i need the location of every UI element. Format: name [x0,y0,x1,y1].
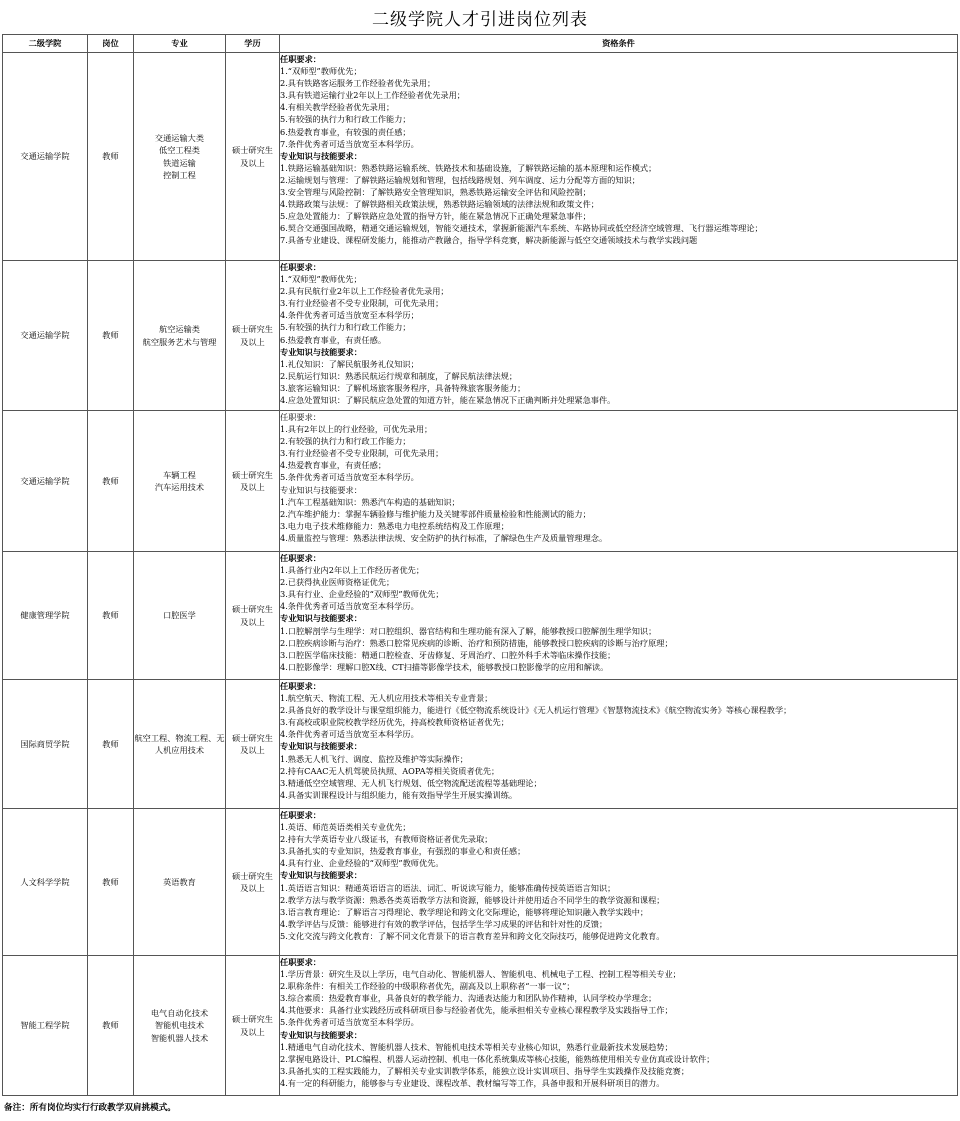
requirement-item: 4.条件优秀者可适当放宽至本科学历。 [280,729,419,740]
qualification-cell [280,680,958,809]
requirement-item: 4.教学评估与反馈：能够进行有效的教学评估，包括学生学习成果的评估和针对性的反馈； [280,918,608,929]
requirement-item: 5.文化交流与跨文化教育：了解不同文化背景下的语言教育差异和跨文化交际技巧，能够促进跨文化教育。 [280,930,665,941]
section-title: 专业知识与技能要求： [280,1029,362,1040]
requirement-item: 2.具备良好的教学设计与课堂组织能力，能进行《低空物流系统设计》《无人机运行管理》《智慧物流技术》《航空物流实务》等核心课程教学； [280,705,792,716]
requirement-item: 3.有行业经验者不受专业限制，可优先录用； [280,298,444,309]
section-title: 任职要求： [280,810,321,820]
degree-line: 硕士研究生 [232,870,273,881]
table-row [3,680,958,809]
position-name: 教师 [102,475,119,486]
qualification-cell [280,411,958,552]
position-name: 教师 [102,151,119,162]
position-name: 教师 [102,610,119,621]
requirement-item: 4.具备实训课程设计与组织能力，能有效指导学生开展实操训练。 [280,789,518,800]
degree-cell [226,956,280,1096]
requirement-item: 4.有相关教学经验者优先录用； [280,102,395,113]
requirement-item: 2.口腔疾病诊断与治疗：熟悉口腔常见疾病的诊断、治疗和预防措施，能够教授口腔疾病的诊断与治疗原理； [280,637,673,648]
requirement-item: 2.掌握电路设计、PLC编程、机器人运动控制、机电一体化系统集成等核心技能，能熟练使用相关专业仿真或设计软件； [280,1053,715,1064]
degree-line: 及以上 [240,616,265,627]
header-degree: 学历 [226,35,280,53]
major-line: 航空运输类 [159,324,200,335]
section-title: 任职要求： [280,553,321,563]
major-line: 航空工程、物流工程、无人机应用技术 [134,732,225,755]
header-position: 岗位 [88,35,134,53]
degree-line: 及以上 [240,1026,265,1037]
position-table [2,34,958,1096]
requirement-item: 3.具备扎实的专业知识，热爱教育事业，有强烈的事业心和责任感； [280,846,526,857]
major-cell [134,956,226,1096]
college-cell [3,53,88,261]
college-name: 交通运输学院 [20,330,70,341]
college-name: 国际商贸学院 [20,738,70,749]
requirement-item: 3.有高校或职业院校教学经历优先，持高校教师资格证者优先； [280,717,509,728]
requirement-item: 3.口腔医学临床技能：精通口腔检查、牙齿修复、牙周治疗、口腔外科手术等临床操作技能； [280,649,616,660]
major-cell [134,261,226,411]
requirement-item: 2.运输规划与管理：了解铁路运输规划和管理，包括线路规划、列车调度、运力分配等方面的知识； [280,174,640,185]
requirement-item: 5.有较强的执行力和行政工作能力； [280,114,411,125]
section-title: 任职要求： [280,681,321,691]
table-row [3,261,958,411]
college-cell [3,552,88,680]
college-cell [3,411,88,552]
college-name: 健康管理学院 [20,610,70,621]
requirement-item: 1.英语语言知识：精通英语语言的语法、词汇、听说读写能力，能够准确传授英语语言知识； [280,882,616,893]
requirement-item: 1.礼仪知识：了解民航服务礼仪知识； [280,358,419,369]
section-title: 专业知识与技能要求： [280,741,362,752]
requirement-item: 1.熟悉无人机飞行、调度、监控及维护等实际操作； [280,753,468,764]
section-title: 专业知识与技能要求： [280,613,362,624]
college-name: 智能工程学院 [20,1020,70,1031]
position-cell [88,956,134,1096]
requirement-item: 3.安全管理与风险控制：了解铁路安全管理知识，熟悉铁路运输安全评估和风险控制； [280,187,591,198]
requirement-item: 2.具有铁路客运服务工作经验者优先录用； [280,78,436,89]
requirement-item: 3.旅客运输知识：了解机场旅客服务程序，具备特殊旅客服务能力； [280,382,526,393]
requirement-item: 3.语言教育理论：了解语言习得理论、教学理论和跨文化交际理论，能够将理论知识融入教学实践中； [280,906,649,917]
degree-line: 及以上 [240,336,265,347]
header-qualification: 资格条件 [280,35,958,53]
table-row [3,956,958,1096]
requirement-item: 1.具有2年以上的行业经验，可优先录用； [280,424,433,435]
requirement-item: 7.条件优秀者可适当放宽至本科学历。 [280,138,419,149]
requirement-item: 3.具备扎实的工程实践能力，了解相关专业实训教学体系，能独立设计实训项目、指导学生实践操作及技能竞赛； [280,1065,690,1076]
requirement-item: 2.职称条件：有相关工作经验的中级职称者优先，副高及以上职称者“一事一议”； [280,981,575,992]
requirement-item: 3.电力电子技术维修能力：熟悉电力电控系统结构及工作原理； [280,520,509,531]
requirement-item: 2.民航运行知识：熟悉民航运行规章和制度，了解民航法律法规； [280,370,518,381]
degree-line: 硕士研究生 [232,469,273,480]
degree-cell [226,411,280,552]
page-title: 二级学院人才引进岗位列表 [372,10,588,30]
major-line: 铁道运输 [163,157,196,168]
qualification-cell [280,53,958,261]
requirement-item: 4.有一定的科研能力，能够参与专业建设、课程改革、教材编写等工作，具备申报和开展科研项目的潜力。 [280,1077,665,1088]
requirement-item: 5.条件优秀者可适当放宽至本科学历。 [280,472,419,483]
college-cell [3,680,88,809]
degree-line: 硕士研究生 [232,732,273,743]
table-row [3,809,958,956]
requirement-item: 5.有较强的执行力和行政工作能力； [280,322,411,333]
requirement-item: 2.有较强的执行力和行政工作能力； [280,436,411,447]
major-cell [134,411,226,552]
section-title: 专业知识与技能要求： [280,150,362,161]
major-line: 航空服务艺术与管理 [142,336,217,347]
requirement-item: 3.具有铁道运输行业2年以上工作经验者优先录用； [280,90,465,101]
requirement-item: 4.其他要求：具备行业实践经历或科研项目参与经验者优先，能承担相关专业核心课程教学及实践指导工作； [280,1005,673,1016]
table-row [3,552,958,680]
section-title: 任职要求： [280,54,321,64]
major-line: 交通运输大类 [154,133,205,144]
major-line: 口腔医学 [163,610,196,621]
requirement-item: 4.热爱教育事业，有责任感； [280,460,387,471]
qualification-cell [280,956,958,1096]
degree-line: 硕士研究生 [232,324,273,335]
requirement-item: 1.汽车工程基础知识：熟悉汽车构造的基础知识； [280,496,460,507]
requirement-item: 3.具有行业、企业经验的“双师型”教师优先； [280,589,444,600]
requirement-item: 4.条件优秀者可适当放宽至本科学历； [280,310,419,321]
major-cell [134,552,226,680]
position-name: 教师 [102,330,119,341]
requirement-item: 2.教学方法与教学资源：熟悉各类英语教学方法和资源，能够设计并使用适合不同学生的教学资源和课程； [280,894,665,905]
table-body [3,53,958,1096]
requirement-item: 1.铁路运输基础知识：熟悉铁路运输系统、铁路技术和基础设施，了解铁路运输的基本原理和运作模式； [280,162,657,173]
qualification-cell [280,261,958,411]
college-cell [3,261,88,411]
requirement-item: 4.铁路政策与法规：了解铁路相关政策法规，熟悉铁路运输领域的法律法规和政策文件； [280,199,599,210]
degree-line: 硕士研究生 [232,604,273,615]
degree-line: 及以上 [240,745,265,755]
section-title: 专业知识与技能要求： [280,346,362,357]
requirement-item: 1.口腔解剖学与生理学：对口腔组织、器官结构和生理功能有深入了解，能够教授口腔解剖生理学知识； [280,625,657,636]
requirement-item: 4.口腔影像学：理解口腔X线、CT扫描等影像学技术，能够教授口腔影像学的应用和解读。 [280,661,609,672]
section-title: 专业知识与技能要求： [280,870,362,881]
requirement-item: 1.“双师型”教师优先； [280,66,362,77]
degree-line: 硕士研究生 [232,1014,273,1025]
requirement-item: 5.条件优秀者可适当放宽至本科学历。 [280,1017,419,1028]
degree-line: 及以上 [240,157,265,168]
position-cell [88,809,134,956]
position-cell [88,552,134,680]
footnote: 备注：所有岗位均实行行政教学双肩挑模式。 [4,1103,176,1113]
position-name: 教师 [102,1020,119,1031]
degree-cell [226,809,280,956]
requirement-item: 4.具有行业、企业经验的“双师型”教师优先。 [280,858,444,869]
requirement-item: 6.契合交通强国战略，精通交通运输规划，智能交通技术，掌握新能源汽车系统、车路协同或低空经济空域管理、飞行器运维等理论； [280,223,763,234]
requirement-item: 2.持有大学英语专业八级证书，有教师资格证者优先录取； [280,834,493,845]
major-line: 电气自动化技术 [150,1008,209,1019]
requirement-item: 1.航空航天、物流工程、无人机应用技术等相关专业背景； [280,693,493,704]
position-cell [88,53,134,261]
requirement-item: 4.条件优秀者可适当放宽至本科学历。 [280,601,419,612]
table-header-row [3,35,958,53]
major-line: 智能机器人技术 [150,1032,209,1043]
position-cell [88,261,134,411]
header-college: 二级学院 [3,35,88,53]
position-cell [88,680,134,809]
requirement-item: 2.汽车维护能力：掌握车辆验修与维护能力及关键零部件质量检验和性能测试的能力； [280,508,591,519]
requirement-item: 1.具备行业内2年以上工作经历者优先； [280,565,425,576]
position-name: 教师 [102,876,119,887]
major-cell [134,53,226,261]
requirement-item: 2.已获得执业医师资格证优先； [280,577,395,588]
requirement-item: 3.有行业经验者不受专业限制，可优先录用； [280,448,444,459]
major-line: 车辆工程 [163,469,196,480]
section-title: 任职要求： [280,957,321,967]
requirement-item: 6.热爱教育事业，有责任感。 [280,334,387,345]
position-cell [88,411,134,552]
requirement-item: 7.具备专业建设、课程研发能力，能推动产教融合，指导学科竞赛，解决新能源与低空交通领域技术与教学实践问题 [280,235,698,246]
college-cell [3,956,88,1096]
section-title: 任职要求： [280,412,321,422]
major-line: 汽车运用技术 [154,482,205,492]
section-title: 任职要求： [280,262,321,272]
major-cell [134,680,226,809]
degree-cell [226,53,280,261]
requirement-item: 2.持有CAAC无人机驾驶员执照、AOPA等相关资质者优先； [280,765,500,776]
major-line: 低空工程类 [159,145,200,156]
degree-cell [226,680,280,809]
major-cell [134,809,226,956]
table-row [3,411,958,552]
college-name: 交通运输学院 [20,475,70,486]
position-name: 教师 [102,738,119,749]
college-name: 交通运输学院 [20,151,70,162]
requirement-item: 2.具有民航行业2年以上工作经验者优先录用； [280,286,449,297]
major-line: 控制工程 [163,169,196,180]
qualification-cell [280,809,958,956]
requirement-item: 3.精通低空空域管理、无人机飞行规划、低空物流配送流程等基础理论； [280,777,542,788]
college-cell [3,809,88,956]
qualification-cell [280,552,958,680]
requirement-item: 6.热爱教育事业，有较强的责任感； [280,126,411,137]
degree-line: 及以上 [240,482,265,492]
table-row [3,53,958,261]
requirement-item: 1.英语、师范英语类相关专业优先； [280,822,411,833]
major-line: 英语教育 [163,876,196,887]
section-title: 专业知识与技能要求： [280,484,362,495]
requirement-item: 4.应急处置知识：了解民航应急处置的知道方针，能在紧急情况下正确判断并处理紧急事件。 [280,395,616,406]
requirement-item: 1.精通电气自动化技术、智能机器人技术、智能机电技术等相关专业核心知识，熟悉行业最新技术发展趋势； [280,1041,673,1052]
header-major: 专业 [134,35,226,53]
requirement-item: 4.质量监控与管理：熟悉法律法规、安全防护的执行标准，了解绿色生产及质量管理理念。 [280,532,608,543]
college-name: 人文科学学院 [20,876,70,887]
degree-line: 及以上 [240,883,265,893]
requirement-item: 5.应急处置能力：了解铁路应急处置的指导方针，能在紧急情况下正确处理紧急事件； [280,211,591,222]
degree-line: 硕士研究生 [232,145,273,156]
degree-cell [226,261,280,411]
requirement-item: 3.综合素质：热爱教育事业，具备良好的教学能力、沟通表达能力和团队协作精神，认同学校办学理念； [280,993,657,1004]
requirement-item: 1.学历背景：研究生及以上学历，电气自动化、智能机器人、智能机电、机械电子工程、控制工程等相关专业； [280,969,681,980]
major-line: 智能机电技术 [154,1020,205,1031]
requirement-item: 1.“双师型”教师优先； [280,274,362,285]
degree-cell [226,552,280,680]
